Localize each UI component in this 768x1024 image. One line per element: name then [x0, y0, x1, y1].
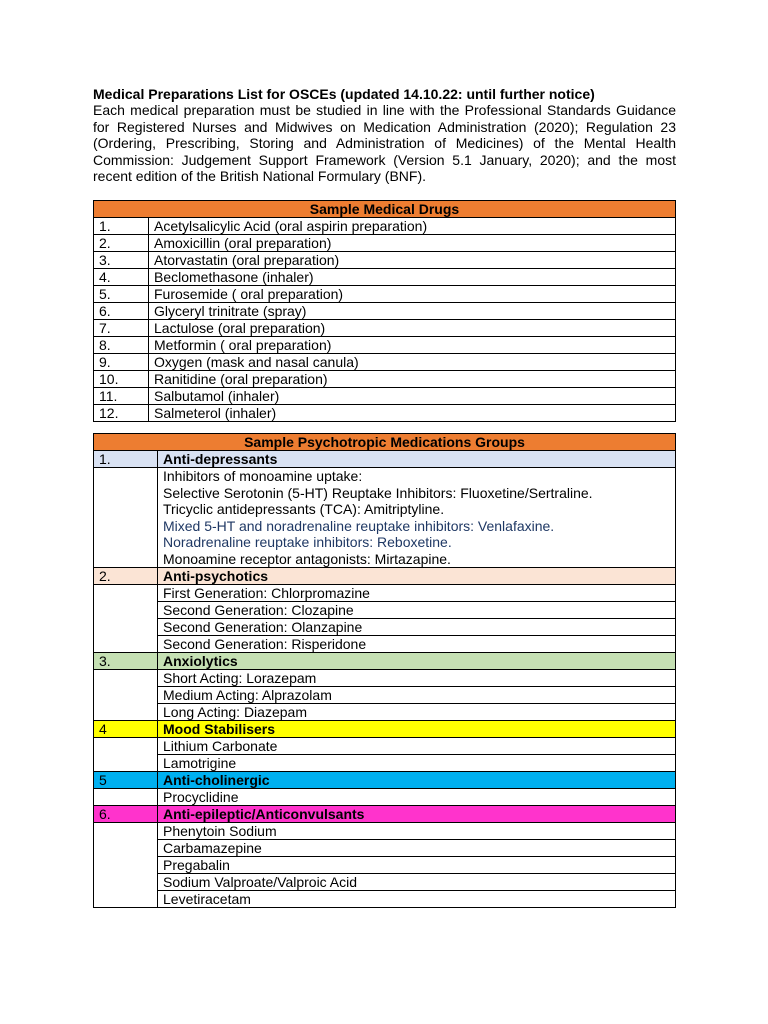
medical-drugs-table — [93, 200, 676, 422]
row-number: 10. — [94, 371, 149, 388]
group-number: 2. — [94, 568, 158, 585]
row-number: 3. — [94, 252, 149, 269]
medication-item: Monoamine receptor antagonists: Mirtazapine. — [163, 550, 451, 567]
document-title: Medical Preparations List for OSCEs (updated 14.10.22: until further notice) — [93, 86, 595, 102]
medication-row — [94, 670, 676, 687]
table-row — [94, 235, 676, 252]
group-number: 3. — [94, 653, 158, 670]
group-row — [94, 568, 676, 585]
table-row — [94, 252, 676, 269]
group-row — [94, 653, 676, 670]
row-number: 12. — [94, 405, 149, 422]
medication-row — [94, 789, 676, 806]
document-header — [93, 86, 676, 185]
table-row — [94, 337, 676, 354]
group-name: Anti-psychotics — [158, 568, 676, 585]
row-number: 2. — [94, 235, 149, 252]
table-row — [94, 405, 676, 422]
group-number: 6. — [94, 806, 158, 823]
medication-row — [94, 636, 676, 653]
drug-name: Oxygen (mask and nasal canula) — [149, 354, 676, 371]
medication-item: First Generation: Chlorpromazine — [158, 585, 676, 602]
row-number: 11. — [94, 388, 149, 405]
medication-row — [94, 755, 676, 772]
empty-cell — [94, 823, 158, 908]
medication-row — [94, 857, 676, 874]
medication-row — [94, 585, 676, 602]
drug-name: Furosemide ( oral preparation) — [149, 286, 676, 303]
group-name: Anti-depressants — [158, 451, 676, 468]
group-number: 4 — [94, 721, 158, 738]
drug-name: Atorvastatin (oral preparation) — [149, 252, 676, 269]
row-number: 5. — [94, 286, 149, 303]
empty-cell — [94, 738, 158, 772]
medication-item: Sodium Valproate/Valproic Acid — [158, 874, 676, 891]
medication-item: Inhibitors of monoamine uptake: — [163, 468, 363, 484]
group-name: Anti-epileptic/Anticonvulsants — [158, 806, 676, 823]
drug-name: Glyceryl trinitrate (spray) — [149, 303, 676, 320]
medication-row — [94, 704, 676, 721]
medication-item: Levetiracetam — [158, 891, 676, 908]
drug-name: Salbutamol (inhaler) — [149, 388, 676, 405]
empty-cell — [94, 789, 158, 806]
group-name: Mood Stabilisers — [158, 721, 676, 738]
group-row — [94, 451, 676, 468]
group-name: Anxiolytics — [158, 653, 676, 670]
group-number: 5 — [94, 772, 158, 789]
row-number: 9. — [94, 354, 149, 371]
table-row — [94, 303, 676, 320]
medication-row — [94, 738, 676, 755]
table-row — [94, 354, 676, 371]
medication-row — [94, 874, 676, 891]
medication-item: Noradrenaline reuptake inhibitors: Reboxetine. — [163, 534, 452, 550]
medication-item: Tricyclic antidepressants (TCA): Amitriptyline. — [163, 501, 445, 517]
group-number: 1. — [94, 451, 158, 468]
medication-item: Second Generation: Olanzapine — [158, 619, 676, 636]
table-row — [94, 388, 676, 405]
group-row — [94, 721, 676, 738]
row-number: 1. — [94, 218, 149, 235]
empty-cell — [94, 468, 158, 568]
table-header-row — [94, 434, 676, 451]
psychotropic-groups-table — [93, 433, 676, 908]
drug-name: Beclomethasone (inhaler) — [149, 269, 676, 286]
medication-item: Lithium Carbonate — [158, 738, 676, 755]
table-row — [94, 320, 676, 337]
medication-row — [94, 619, 676, 636]
medication-list — [158, 468, 676, 568]
medication-item: Short Acting: Lorazepam — [158, 670, 676, 687]
medication-item: Phenytoin Sodium — [158, 823, 676, 840]
medication-row — [94, 891, 676, 908]
empty-cell — [94, 670, 158, 721]
table-row — [94, 371, 676, 388]
medication-item: Mixed 5-HT and noradrenaline reuptake inhibitors: Venlafaxine. — [163, 517, 555, 534]
drug-name: Metformin ( oral preparation) — [149, 337, 676, 354]
document-intro: Each medical preparation must be studied in line with the Professional Standards Guidance for Registered Nurses and Midwives on Medication Administration (2020); Regulation 23 (Ordering, Prescribing, Storing and Administration of Medicines) of the Mental Health Commission: Judgement Support Framework (Version 5.1 January, 2020); and the most recent edition of the British National Formulary (BNF). — [93, 102, 676, 184]
drug-name: Ranitidine (oral preparation) — [149, 371, 676, 388]
drug-name: Amoxicillin (oral preparation) — [149, 235, 676, 252]
group-name: Anti-cholinergic — [158, 772, 676, 789]
group-items-row — [94, 468, 676, 568]
table-header-row — [94, 201, 676, 218]
medication-row — [94, 602, 676, 619]
medication-row — [94, 823, 676, 840]
medication-item: Second Generation: Clozapine — [158, 602, 676, 619]
medication-row — [94, 840, 676, 857]
medication-item: Long Acting: Diazepam — [158, 704, 676, 721]
medication-row — [94, 687, 676, 704]
table-row — [94, 286, 676, 303]
group-row — [94, 772, 676, 789]
medication-item: Lamotrigine — [158, 755, 676, 772]
medication-item: Procyclidine — [158, 789, 676, 806]
medication-item: Second Generation: Risperidone — [158, 636, 676, 653]
table-row — [94, 269, 676, 286]
group-row — [94, 806, 676, 823]
medication-item: Pregabalin — [158, 857, 676, 874]
row-number: 7. — [94, 320, 149, 337]
table-header: Sample Medical Drugs — [94, 201, 676, 218]
medication-item: Selective Serotonin (5-HT) Reuptake Inhibitors: Fluoxetine/Sertraline. — [163, 484, 593, 501]
table-row — [94, 218, 676, 235]
empty-cell — [94, 585, 158, 653]
table-header: Sample Psychotropic Medications Groups — [94, 434, 676, 451]
drug-name: Salmeterol (inhaler) — [149, 405, 676, 422]
medication-item: Medium Acting: Alprazolam — [158, 687, 676, 704]
drug-name: Lactulose (oral preparation) — [149, 320, 676, 337]
row-number: 6. — [94, 303, 149, 320]
row-number: 8. — [94, 337, 149, 354]
medication-item: Carbamazepine — [158, 840, 676, 857]
drug-name: Acetylsalicylic Acid (oral aspirin preparation) — [149, 218, 676, 235]
row-number: 4. — [94, 269, 149, 286]
